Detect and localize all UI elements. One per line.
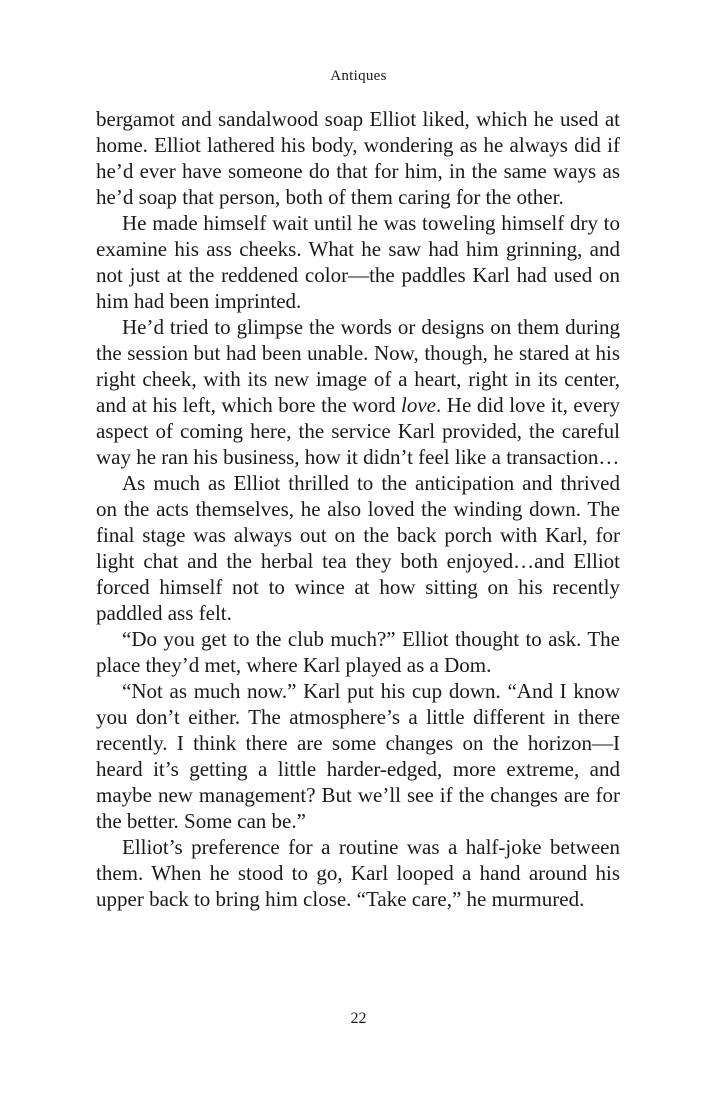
running-head-title: Antiques: [330, 68, 387, 84]
paragraph-2: He made himself wait until he was toweling himself dry to examine his ass cheeks. What he saw had him grinning, and not just at the reddened color—the paddles Karl had used on him had been imprinted.: [96, 211, 620, 313]
paragraph-3-tail: . He did love it, every aspect of coming here, the service Karl provided, the careful way he ran his business, how it didn’t feel like a transaction…: [96, 393, 620, 469]
paragraph-3-lead: He’d tried to glimpse the words or designs on them during the session but had been unable. Now, though, he stared at his right cheek, with its new image of a heart, right in its center, and at his left, which bore the word: [96, 315, 620, 417]
paragraph-6: “Not as much now.” Karl put his cup down. “And I know you don’t either. The atmosphere’s a little different in there recently. I think there are some changes on the horizon—I heard it’s getting a little harder-edged, more extreme, and maybe new management? But we’ll see if the changes are for the better. Some can be.”: [96, 679, 620, 833]
paragraph-3: [96, 314, 620, 470]
paragraph-4: As much as Elliot thrilled to the anticipation and thrived on the acts themselves, he also loved the winding down. The final stage was always out on the back porch with Karl, for light chat and the herbal tea they both enjoyed…and Elliot forced himself not to wince at how sitting on his recently paddled ass felt.: [96, 471, 620, 625]
page-number: 22: [350, 1010, 367, 1027]
body-text: [96, 106, 620, 912]
paragraph-1: bergamot and sandalwood soap Elliot liked, which he used at home. Elliot lathered his body, wondering as he always did if he’d ever have someone do that for him, in the same ways as he’d soap that person, both of them caring for the other.: [96, 107, 620, 209]
paragraph-3-italic-word: love: [401, 393, 436, 417]
paragraph-7: Elliot’s preference for a routine was a half-joke between them. When he stood to go, Karl looped a hand around his upper back to bring him close. “Take care,” he murmured.: [96, 835, 620, 911]
paragraph-5: “Do you get to the club much?” Elliot thought to ask. The place they’d met, where Karl played as a Dom.: [96, 627, 620, 677]
